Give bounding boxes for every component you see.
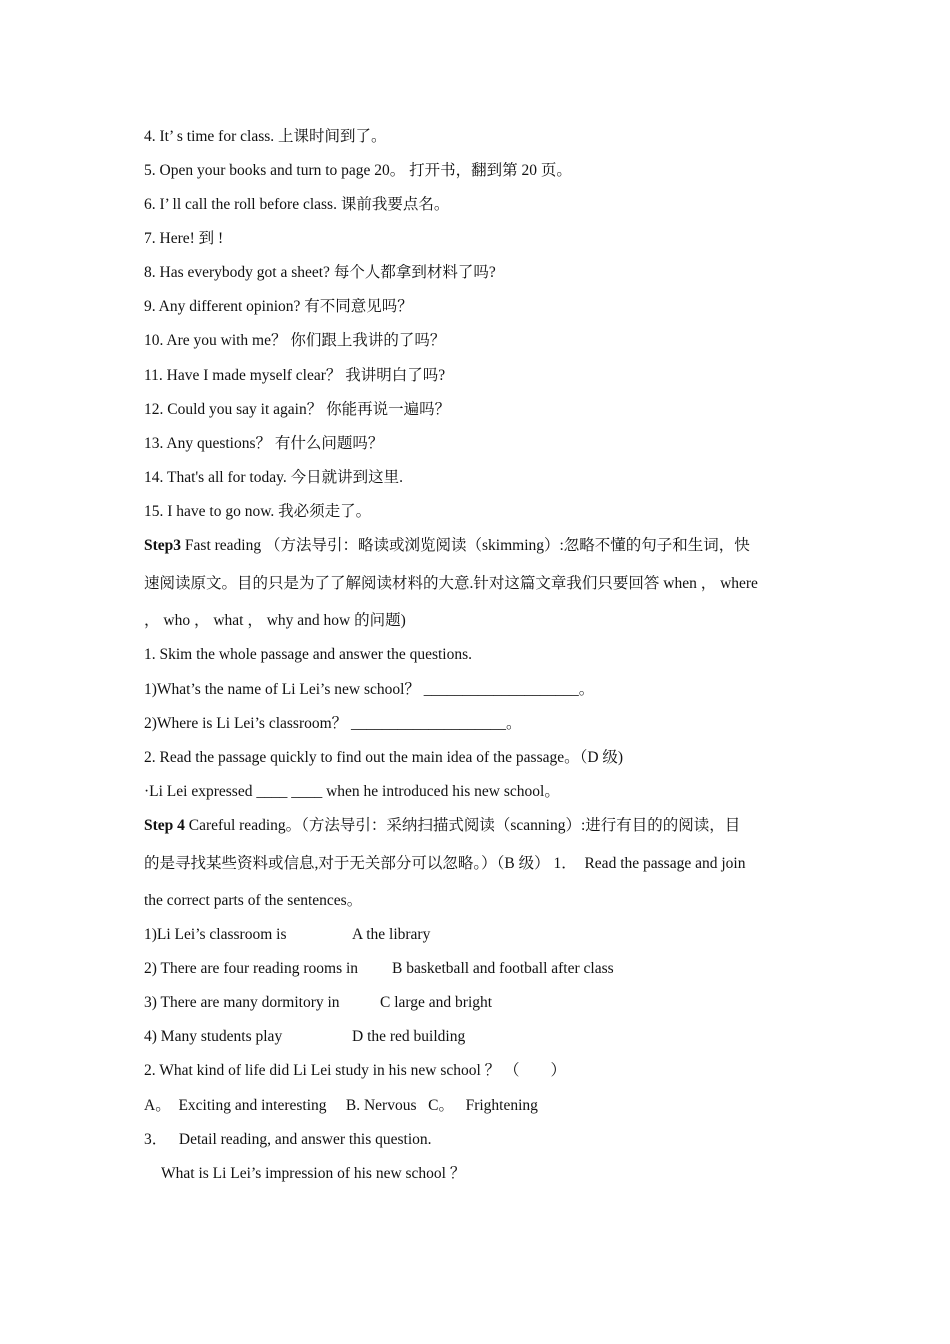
step3-intro-line2: 速阅读原文。目的只是为了了解阅读材料的大意.针对这篇文章我们只要回答 when ， where (144, 575, 758, 592)
match-left-2: 2) There are four reading rooms in (144, 960, 359, 977)
match-right-a: A the library (352, 926, 431, 943)
step3-question-2a: ·Li Lei expressed ____ ____ when he introduced his new school。 (144, 783, 560, 800)
step3-question-1a: 1)What’s the name of Li Lei’s new school？ ____________________。 (144, 681, 595, 698)
step4-intro-line3: the correct parts of the sentences。 (144, 892, 363, 909)
step4-question-2: 2. What kind of life did Li Lei study in his new school ？ （ ） (144, 1062, 567, 1079)
match-left-3: 3) There are many dormitory in (144, 994, 340, 1011)
step4-question-3a: What is Li Lei’s impression of his new school ？ (161, 1165, 466, 1182)
expression-8: 8. Has everybody got a sheet? 每个人都拿到材料了吗? (144, 264, 496, 281)
step4-label: Step 4 (144, 817, 185, 834)
step3-question-1: 1. Skim the whole passage and answer the questions. (144, 646, 473, 663)
step3-text: Fast reading （方法导引：略读或浏览阅读（skimming）:忽略不懂的句子和生词，快 (181, 537, 750, 554)
expression-6: 6. I’ ll call the roll before class. 课前我要点名。 (144, 196, 450, 213)
expression-5: 5. Open your books and turn to page 20。 打开书，翻到第 20 页。 (144, 162, 572, 179)
expression-11: 11. Have I made myself clear？ 我讲明白了吗? (144, 367, 446, 384)
step3-intro-line1 (144, 536, 750, 556)
match-right-d: D the red building (352, 1028, 466, 1045)
step4-question-3: 3． Detail reading, and answer this question. (144, 1131, 432, 1148)
expression-4: 4. It’ s time for class. 上课时间到了。 (144, 128, 387, 145)
expression-10: 10. Are you with me？ 你们跟上我讲的了吗？ (144, 332, 446, 349)
step4-intro-line2: 的是寻找某些资料或信息,对于无关部分可以忽略。）（B 级） 1． Read the passage and join (144, 855, 746, 872)
match-right-c: C large and bright (380, 994, 493, 1011)
step3-intro-line3: ， who ， what ， why and how 的问题) (144, 612, 406, 629)
expression-13: 13. Any questions？ 有什么问题吗？ (144, 435, 384, 452)
match-left-1: 1)Li Lei’s classroom is (144, 926, 287, 943)
match-left-4: 4) Many students play (144, 1028, 283, 1045)
step4-text: Careful reading。（方法导引：采纳扫描式阅读（scanning）:进行有目的的阅读，目 (184, 817, 741, 834)
expression-9: 9. Any different opinion? 有不同意见吗？ (144, 298, 413, 315)
step4-intro-line1 (144, 816, 740, 836)
match-right-b: B basketball and football after class (392, 960, 614, 977)
step3-question-1b: 2)Where is Li Lei’s classroom？ ____________________。 (144, 715, 522, 732)
expression-7: 7. Here! 到 ! (144, 230, 224, 247)
expression-15: 15. I have to go now. 我必须走了。 (144, 503, 372, 520)
step4-question-2-options: A。 Exciting and interesting B. Nervous C。 Frightening (144, 1097, 538, 1114)
expression-12: 12. Could you say it again？ 你能再说一遍吗？ (144, 401, 451, 418)
step3-label: Step3 (144, 537, 182, 554)
step3-question-2: 2. Read the passage quickly to find out the main idea of the passage。（D 级) (144, 749, 624, 766)
expression-14: 14. That's all for today. 今日就讲到这里. (144, 469, 403, 486)
